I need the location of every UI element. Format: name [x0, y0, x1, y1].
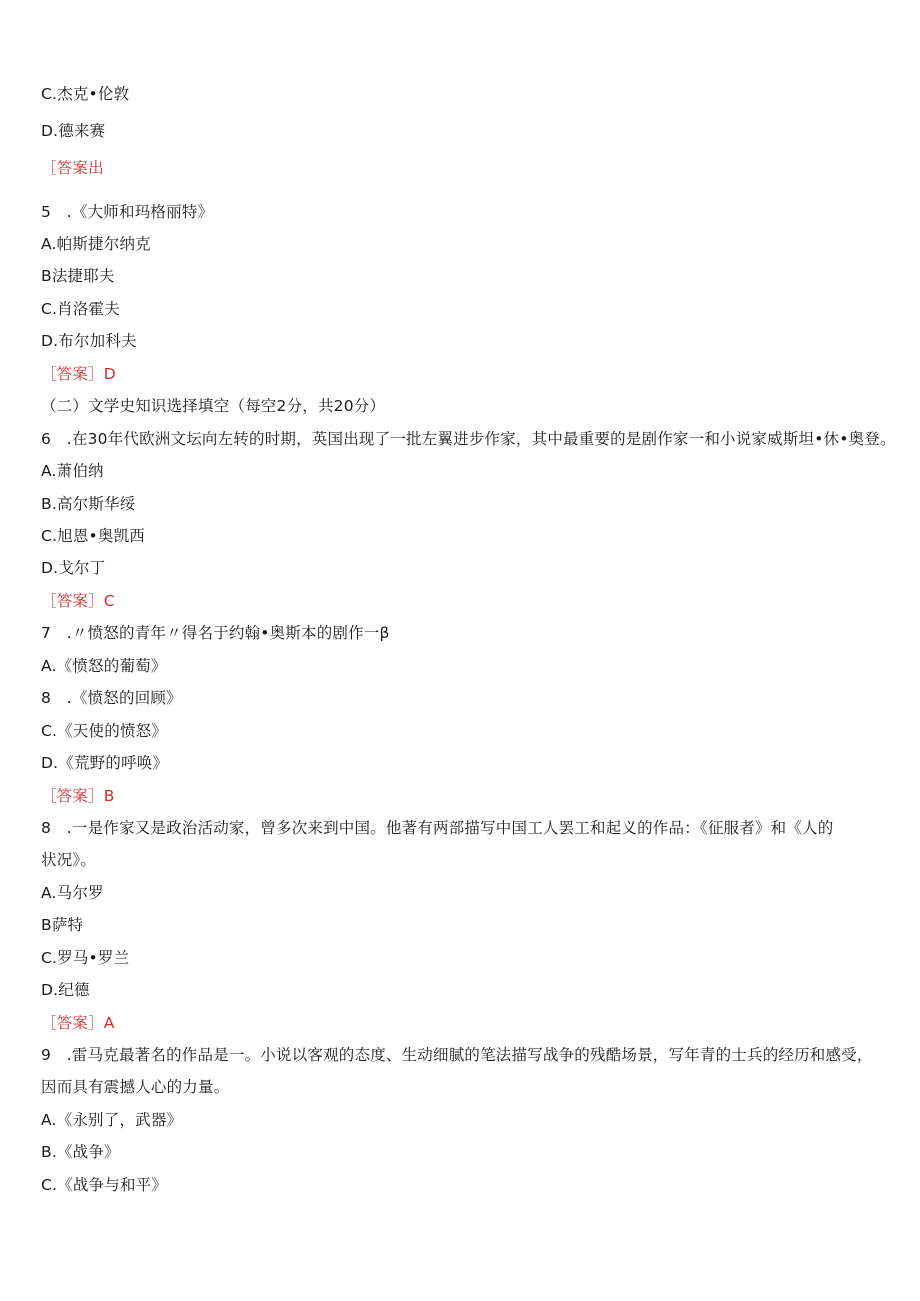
option-a-q9: A.《永别了，武器》 [41, 1111, 183, 1129]
option-d-q7: D.《荒野的呼唤》 [41, 754, 169, 772]
section-heading: （二）文学史知识选择填空（每空2分，共20分） [41, 397, 386, 415]
option-d-q8: D.纪德 [41, 981, 90, 999]
option-b-q7: 8 .《愤怒的回顾》 [41, 689, 182, 707]
option-c-q7: C.《天使的愤怒》 [41, 722, 168, 740]
option-b-q6: B.高尔斯华绥 [41, 495, 136, 513]
option-d-q6: D.戈尔丁 [41, 559, 106, 577]
option-c-q6: C.旭恩•奥凯西 [41, 527, 145, 545]
option-a-q5: A.帕斯捷尔纳克 [41, 235, 151, 253]
option-a-q8: A.马尔罗 [41, 884, 104, 902]
question-6: 6 .在30年代欧洲文坛向左转的时期，英国出现了一批左翼进步作家，其中最重要的是剧作家一和小说家威斯坦•休•奥登。 [41, 430, 896, 448]
option-a-q7: A.《愤怒的葡萄》 [41, 657, 167, 675]
question-7: 7 .〃愤怒的青年〃得名于约翰•奥斯本的剧作一β [41, 624, 390, 642]
option-b-q9: B.《战争》 [41, 1143, 120, 1161]
option-d-q4: D.德来赛 [41, 122, 106, 140]
answer-q4: ［答案出 [41, 159, 104, 177]
option-c-q4: C.杰克•伦敦 [41, 85, 130, 103]
option-c-q9: C.《战争与和平》 [41, 1176, 168, 1194]
option-b-q5: B法捷耶夫 [41, 267, 115, 285]
answer-q5: ［答案］D [41, 365, 116, 383]
answer-q7: ［答案］B [41, 787, 115, 805]
answer-q8: ［答案］A [41, 1014, 115, 1032]
option-c-q8: C.罗马•罗兰 [41, 949, 130, 967]
option-d-q5: D.布尔加科夫 [41, 332, 137, 350]
question-9: 9 .雷马克最著名的作品是一。小说以客观的态度、生动细腻的笔法描写战争的残酷场景，写年青的士兵的经历和感受，因而具有震撼人心的力量。 [41, 1046, 873, 1096]
option-c-q5: C.肖洛霍夫 [41, 300, 120, 318]
option-a-q6: A.萧伯纳 [41, 462, 104, 480]
option-b-q8: B萨特 [41, 916, 84, 934]
answer-q6: ［答案］C [41, 592, 115, 610]
question-5: 5 .《大师和玛格丽特》 [41, 203, 214, 221]
question-8: 8 .一是作家又是政治活动家，曾多次来到中国。他著有两部描写中国工人罢工和起义的作品：《征服者》和《人的状况》。 [41, 819, 834, 869]
